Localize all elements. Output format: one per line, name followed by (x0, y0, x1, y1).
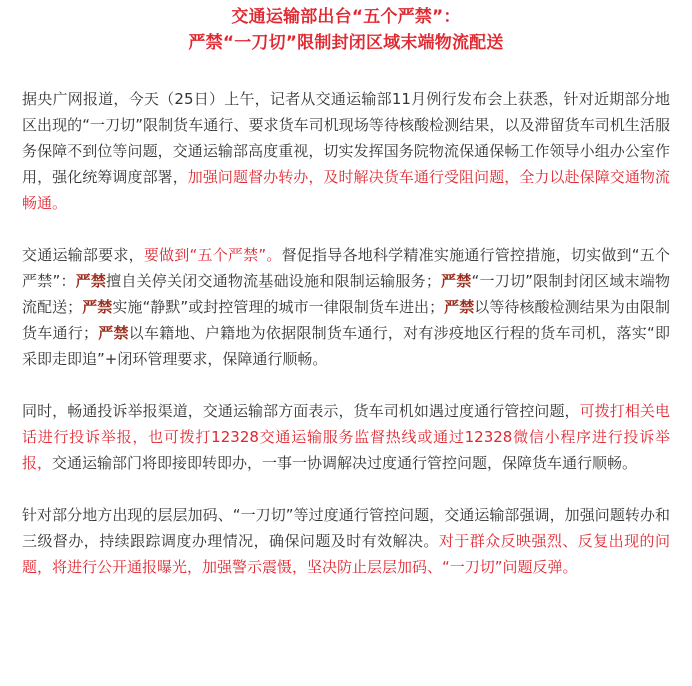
paragraph-3 (22, 398, 670, 476)
paragraph-text: 交通运输部要求， (22, 246, 144, 264)
paragraph-text: “一刀切”限制封闭区域末端物流配送； (22, 272, 670, 316)
paragraph-text: 同时，畅通投诉举报渠道，交通运输部方面表示，货车司机如遇过度通行管控问题， (22, 402, 580, 420)
emphasis-text: 严禁 (444, 298, 475, 316)
title-line-1: 交通运输部出台“五个严禁”： (231, 7, 461, 27)
paragraph-1 (22, 86, 670, 216)
emphasis-text: 严禁 (82, 298, 113, 316)
highlight-text: 对于群众反映强烈、反复出现的问题，将进行公开通报曝光，加强警示震慑，坚决防止层层加码、“一刀切”问题反弹。 (22, 532, 670, 576)
emphasis-text: 严禁 (97, 324, 129, 342)
article-title (22, 0, 670, 56)
paragraph-4 (22, 502, 670, 580)
highlight-text: 要做到“五个严禁”。 (143, 246, 282, 264)
article-body (22, 86, 670, 580)
paragraph-text: 以等待核酸检测结果为由限制货车通行； (22, 298, 670, 342)
paragraph-text: 督促指导各地科学精准实施通行管控措施，切实做到“五个严禁”： (22, 246, 670, 290)
paragraph-text: 据央广网报道，今天（25日）上午，记者从交通运输部11月例行发布会上获悉，针对近期部分地区出现的“一刀切”限制货车通行、要求货车司机现场等待核酸检测结果，以及滞留货车司机生活服务保障不到位等问题，交通运输部高度重视，切实发挥国务院物流保通保畅工作领导小组办公室作用，强化统筹调度部署， (22, 90, 670, 186)
paragraph-text: 实施“静默”或封控管理的城市一律限制货车进出； (112, 298, 445, 316)
paragraph-text: 交通运输部门将即接即转即办，一事一协调解决过度通行管控问题，保障货车通行顺畅。 (52, 454, 638, 472)
paragraph-text: 针对部分地方出现的层层加码、“一刀切”等过度通行管控问题，交通运输部强调，加强问题转办和三级督办，持续跟踪调度办理情况，确保问题及时有效解决。 (22, 506, 670, 550)
paragraph-text: 擅自关停关闭交通物流基础设施和限制运输服务； (106, 272, 441, 290)
emphasis-text: 严禁 (75, 272, 107, 290)
title-line-2: 严禁“一刀切”限制封闭区域末端物流配送 (188, 33, 504, 53)
paragraph-text: 以车籍地、户籍地为依据限制货车通行，对有涉疫地区行程的货车司机，落实“即采即走即追”+闭环管理要求，保障通行顺畅。 (22, 324, 670, 368)
paragraph-2 (22, 242, 670, 372)
highlight-text: 可拨打相关电话进行投诉举报，也可拨打12328交通运输服务监督热线或通过12328微信小程序进行投诉举报， (22, 402, 670, 472)
highlight-text: 加强问题督办转办，及时解决货车通行受阻问题，全力以赴保障交通物流畅通。 (22, 168, 670, 212)
emphasis-text: 严禁 (440, 272, 472, 290)
